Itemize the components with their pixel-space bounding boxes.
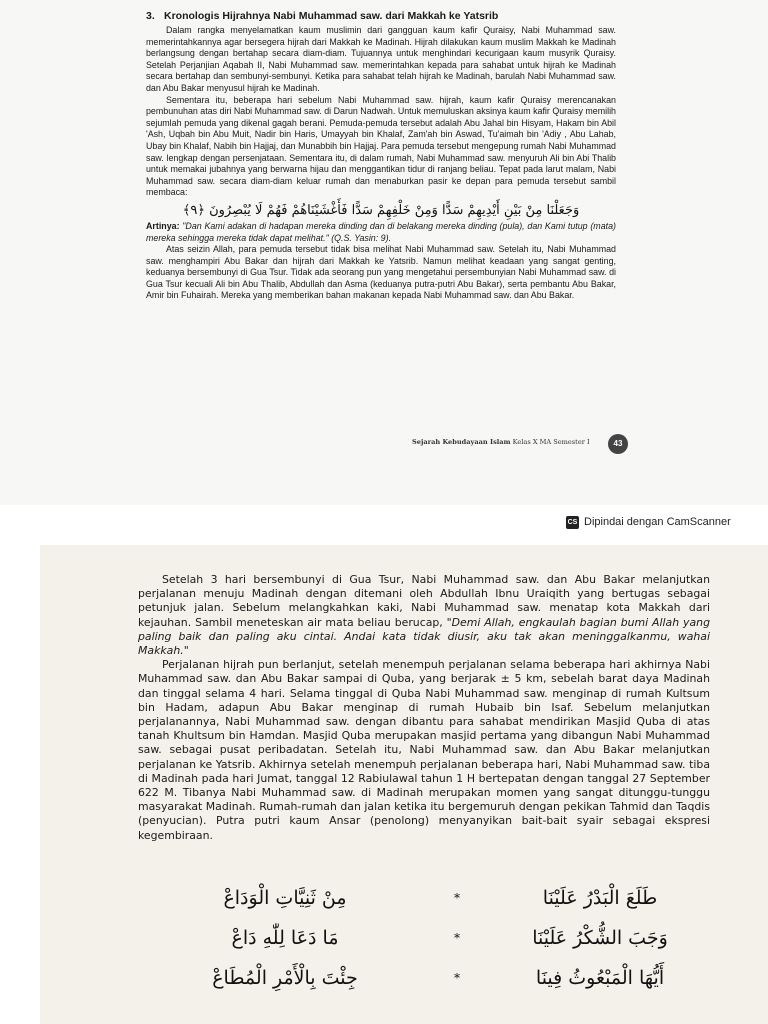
paragraph-4-text: Setelah 3 hari bersembunyi di Gua Tsur, Nabi Muhammad saw. dan Abu Bakar melanjutkan perjalanan menuju Madinah dengan ditemani oleh Abdullah Ibnu Uraiqith yang bertugas sebagai petunjuk jalan. Sebelum melangkahkan kaki, Nabi Muhammad saw. menatap kota Makkah dari kejauhan. Sambil meneteskan air mata beliau berucap,: [138, 573, 710, 629]
book-page-bottom: [40, 545, 768, 1024]
section-title: Kronologis Hijrahnya Nabi Muhammad saw. dari Makkah ke Yatsrib: [164, 10, 499, 22]
syair-first-half: طَلَعَ الْبَدْرُ عَلَيْنَا: [542, 887, 658, 909]
translation-text: "Dan Kami adakan di hadapan mereka dinding dan di belakang mereka dinding (pula), dan Kami tutup (mata) mereka sehingga mereka tidak dapat melihat." (Q.S. Yasin: 9).: [146, 220, 616, 243]
translation-label: Artinya:: [146, 220, 180, 231]
footer-title: Sejarah Kebudayaan Islam: [412, 438, 511, 446]
paragraph-3: Atas seizin Allah, para pemuda tersebut tidak bisa melihat Nabi Muhammad saw. Setelah itu, Nabi Muhammad saw. menghampiri Abu Bakar dan hijrah dari Makkah ke Yatsrib. Namun melihat keadaan yang sangat genting, keduanya bersembunyi di Gua Tsur. Tidak ada seorang pun yang mengetahui persembunyian Nabi Muhammad saw. di Gua Tsur kecuali Ali bin Abu Thalib, Abdullah dan Asma (keduanya putra-putri Abu Bakar), serta pembantu Abu Bakar, Amir bin Fuhairah. Mereka yang memberikan bahan makanan kepada Nabi Muhammad saw. dan Abu Bakar.: [146, 244, 616, 301]
syair-verses: [180, 887, 700, 1007]
page-content: [146, 10, 616, 302]
camscanner-watermark: [566, 513, 731, 531]
paragraph-2: Sementara itu, beberapa hari sebelum Nabi Muhammad saw. hijrah, kaum kafir Quraisy merencanakan pembunuhan atas diri Nabi Muhammad saw. di Darun Nadwah. Untuk memuluskan aksinya kaum kafir Quraisy memilih sejumlah pemuda yang dikenal gagah berani. Pemuda-pemuda tersebut adalah Abu Jahal bin Hisyam, Hakam bin Abil 'Ash, Uqbah bin Abu Muit, Nadir bin Haris, Umayyah bin Khalaf, Zam'ah bin Aswad, Tu'aimah bin 'Adiy , Abu Lahab, Ubay bin Khalaf, Nabih bin Hajjaj, dan Munabbih bin Hajjaj. Para pemuda tersebut mengepung rumah Nabi Muhammad saw. lengkap dengan persenjataan. Sementara itu, di dalam rumah, Nabi Muhammad saw. menyuruh Ali bin Abi Thalib untuk memakai jubahnya yang berwarna hijau dan menggantikan tidur di ranjang beliau. Tepat pada larut malam, Nabi Muhammad saw. secara diam-diam keluar rumah dan menaburkan pasir ke depan para pemuda tersebut sambil membaca:: [146, 94, 616, 198]
paragraph-1: Dalam rangka menyelamatkan kaum muslimin dari gangguan kaum kafir Quraisy, Nabi Muhammad saw. memerintahkannya agar bersegera hijrah dari Makkah ke Madinah. Hijrah dilakukan kaum muslim Makkah ke Madinah berlangsung dengan bertahap secara diam-diam. Tujuannya untuk menghindari kecurigaan kaum musyrik Quraisy. Setelah Perjanjian Aqabah II, Nabi Muhammad saw. memerintahkan kepada para sahabat untuk hijrah ke Madinah secara bertahap dan sembunyi-sembunyi. Ketika para sahabat telah hijrah ke Madinah, barulah Nabi Muhammad saw. dan Abu Bakar menyusul hijrah ke Madinah.: [146, 25, 616, 93]
paragraph-4-quote: "Demi Allah, engkaulah bagian bumi Allah yang paling baik dan paling aku cintai. Andai kata tidak diusir, aku tak akan meninggalkanmu, wahai Makkah.": [138, 615, 710, 658]
arabic-verse: وَجَعَلْنَا مِنْ بَيْنِ أَيْدِيهِمْ سَدًّا وَمِنْ خَلْفِهِمْ سَدًّا فَأَغْشَيْنَاهُمْ فَهُمْ لَا يُبْصِرُونَ ﴿٩﴾: [182, 202, 580, 218]
syair-separator: *: [454, 971, 460, 985]
verse-translation: [146, 221, 616, 244]
syair-separator: *: [454, 931, 460, 945]
section-number: 3.: [146, 10, 155, 22]
syair-second-half: جِئْتَ بِالْأَمْرِ الْمُطَاعْ: [212, 967, 358, 989]
page-footer: [412, 438, 612, 446]
paragraph-5: Perjalanan hijrah pun berlanjut, setelah menempuh perjalanan selama beberapa hari akhirnya Nabi Muhammad saw. dan Abu Bakar sampai di Quba, yang berjarak ± 5 km, sebelah barat daya Madinah dan tinggal selama 4 hari. Selama tinggal di Quba Nabi Muhammad saw. menginap di rumah Kultsum bin Hadam, adapun Abu Bakar menginap di rumah Hubaib bin Isaf. Sebelum melanjutkan perjalanannya, Nabi Muhammad saw. dengan dibantu para sahabat mendirikan Masjid Quba di atas tanah Khultsum bin Hamdan. Masjid Quba merupakan masjid pertama yang dibangun Nabi Muhammad saw. sebagai pusat peribadatan. Setelah itu, Nabi Muhammad saw. dan Abu Bakar melanjutkan perjalanan ke Yatsrib. Akhirnya setelah menempuh perjalanan beberapa hari, Nabi Muhammad saw. tiba di Madinah pada hari Jumat, tanggal 12 Rabiulawal tahun 1 H bertepatan dengan tanggal 27 September 622 M. Tibanya Nabi Muhammad saw. di Madinah merupakan momen yang sangat ditunggu-tunggu masyarakat Madinah. Rumah-rumah dan jalan ketika itu bergemuruh dengan pekikan Tahmid dan Taqdis (penyucian). Putra putri kaum Ansar (penolong) menyanyikan bait-bait syair sebagai ekspresi kegembiraan.: [138, 658, 710, 842]
footer-subtitle: Kelas X MA Semester I: [512, 438, 590, 446]
page-content-2: [138, 573, 710, 843]
syair-separator: *: [454, 891, 460, 905]
syair-first-half: وَجَبَ الشُّكْرُ عَلَيْنَا: [532, 927, 668, 949]
camscanner-label: Dipindai dengan CamScanner: [584, 516, 731, 528]
page-number-badge: 43: [608, 434, 628, 454]
syair-second-half: مِنْ ثَنِيَّاتِ الْوَدَاعْ: [223, 887, 347, 909]
book-page-top: [0, 0, 768, 505]
syair-line: [180, 927, 700, 967]
paragraph-4: [138, 573, 710, 658]
syair-first-half: أَيُّهَا الْمَبْعُوثُ فِينَا: [535, 967, 665, 989]
syair-line: [180, 887, 700, 927]
syair-line: [180, 967, 700, 1007]
syair-second-half: مَا دَعَا لِلّٰهِ دَاعْ: [231, 927, 339, 949]
section-heading: [146, 10, 616, 22]
camscanner-icon: CS: [566, 516, 579, 529]
